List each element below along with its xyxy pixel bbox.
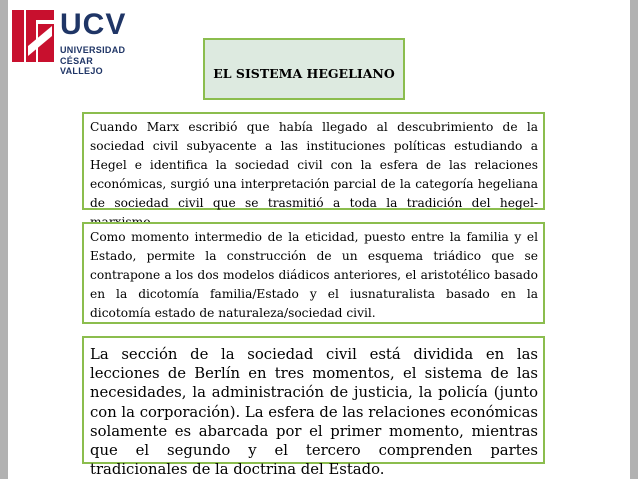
paragraph-box-marx: Cuando Marx escribió que había llegado al descubrimiento de la sociedad civil subyacente a las instituciones políticas estudiando a Hegel e identifica la sociedad civil con la esfera de las relaciones económicas, surgió una interpretación parcial de la categoría hegeliana de sociedad civil que se trasmitió a toda la tradición del hegel-	[82, 112, 545, 210]
paragraph-box-eticidad: Como momento intermedio de la eticidad, puesto entre la familia y el Estado, permite la construcción de un esquema triádico que se contrapone a los dos modelos diádicos anteriores, el aristotélico basado en la dicotomía familia/Estado y el iusnaturalista basado en la dicotomía estado de naturaleza/sociedad civil.	[82, 222, 545, 324]
ucv-emblem-icon	[10, 6, 56, 66]
paragraph-box-seccion-sociedad-civil: La sección de la sociedad civil está dividida en las lecciones de Berlín en tres momentos, el sistema de las necesidades, la administración de justicia, la policía (junto con la corporación). La esfera de las relaciones económicas solamente es abarcada por el primer momento, mientras que el segundo y el tercero comprenden partes tradicionales de la doctrina del Estado.	[82, 336, 545, 464]
logo-line-universidad: UNIVERSIDAD	[60, 45, 126, 55]
right-decorative-bar	[630, 0, 638, 479]
logo-line-cesar-vallejo: CÉSAR VALLEJO	[60, 56, 103, 76]
logo-brand-text: UCV	[60, 8, 127, 41]
slide-title-box	[203, 38, 405, 100]
slide-title: EL SISTEMA HEGELIANO	[213, 66, 395, 81]
university-logo	[10, 6, 128, 76]
left-decorative-bar	[0, 0, 8, 479]
